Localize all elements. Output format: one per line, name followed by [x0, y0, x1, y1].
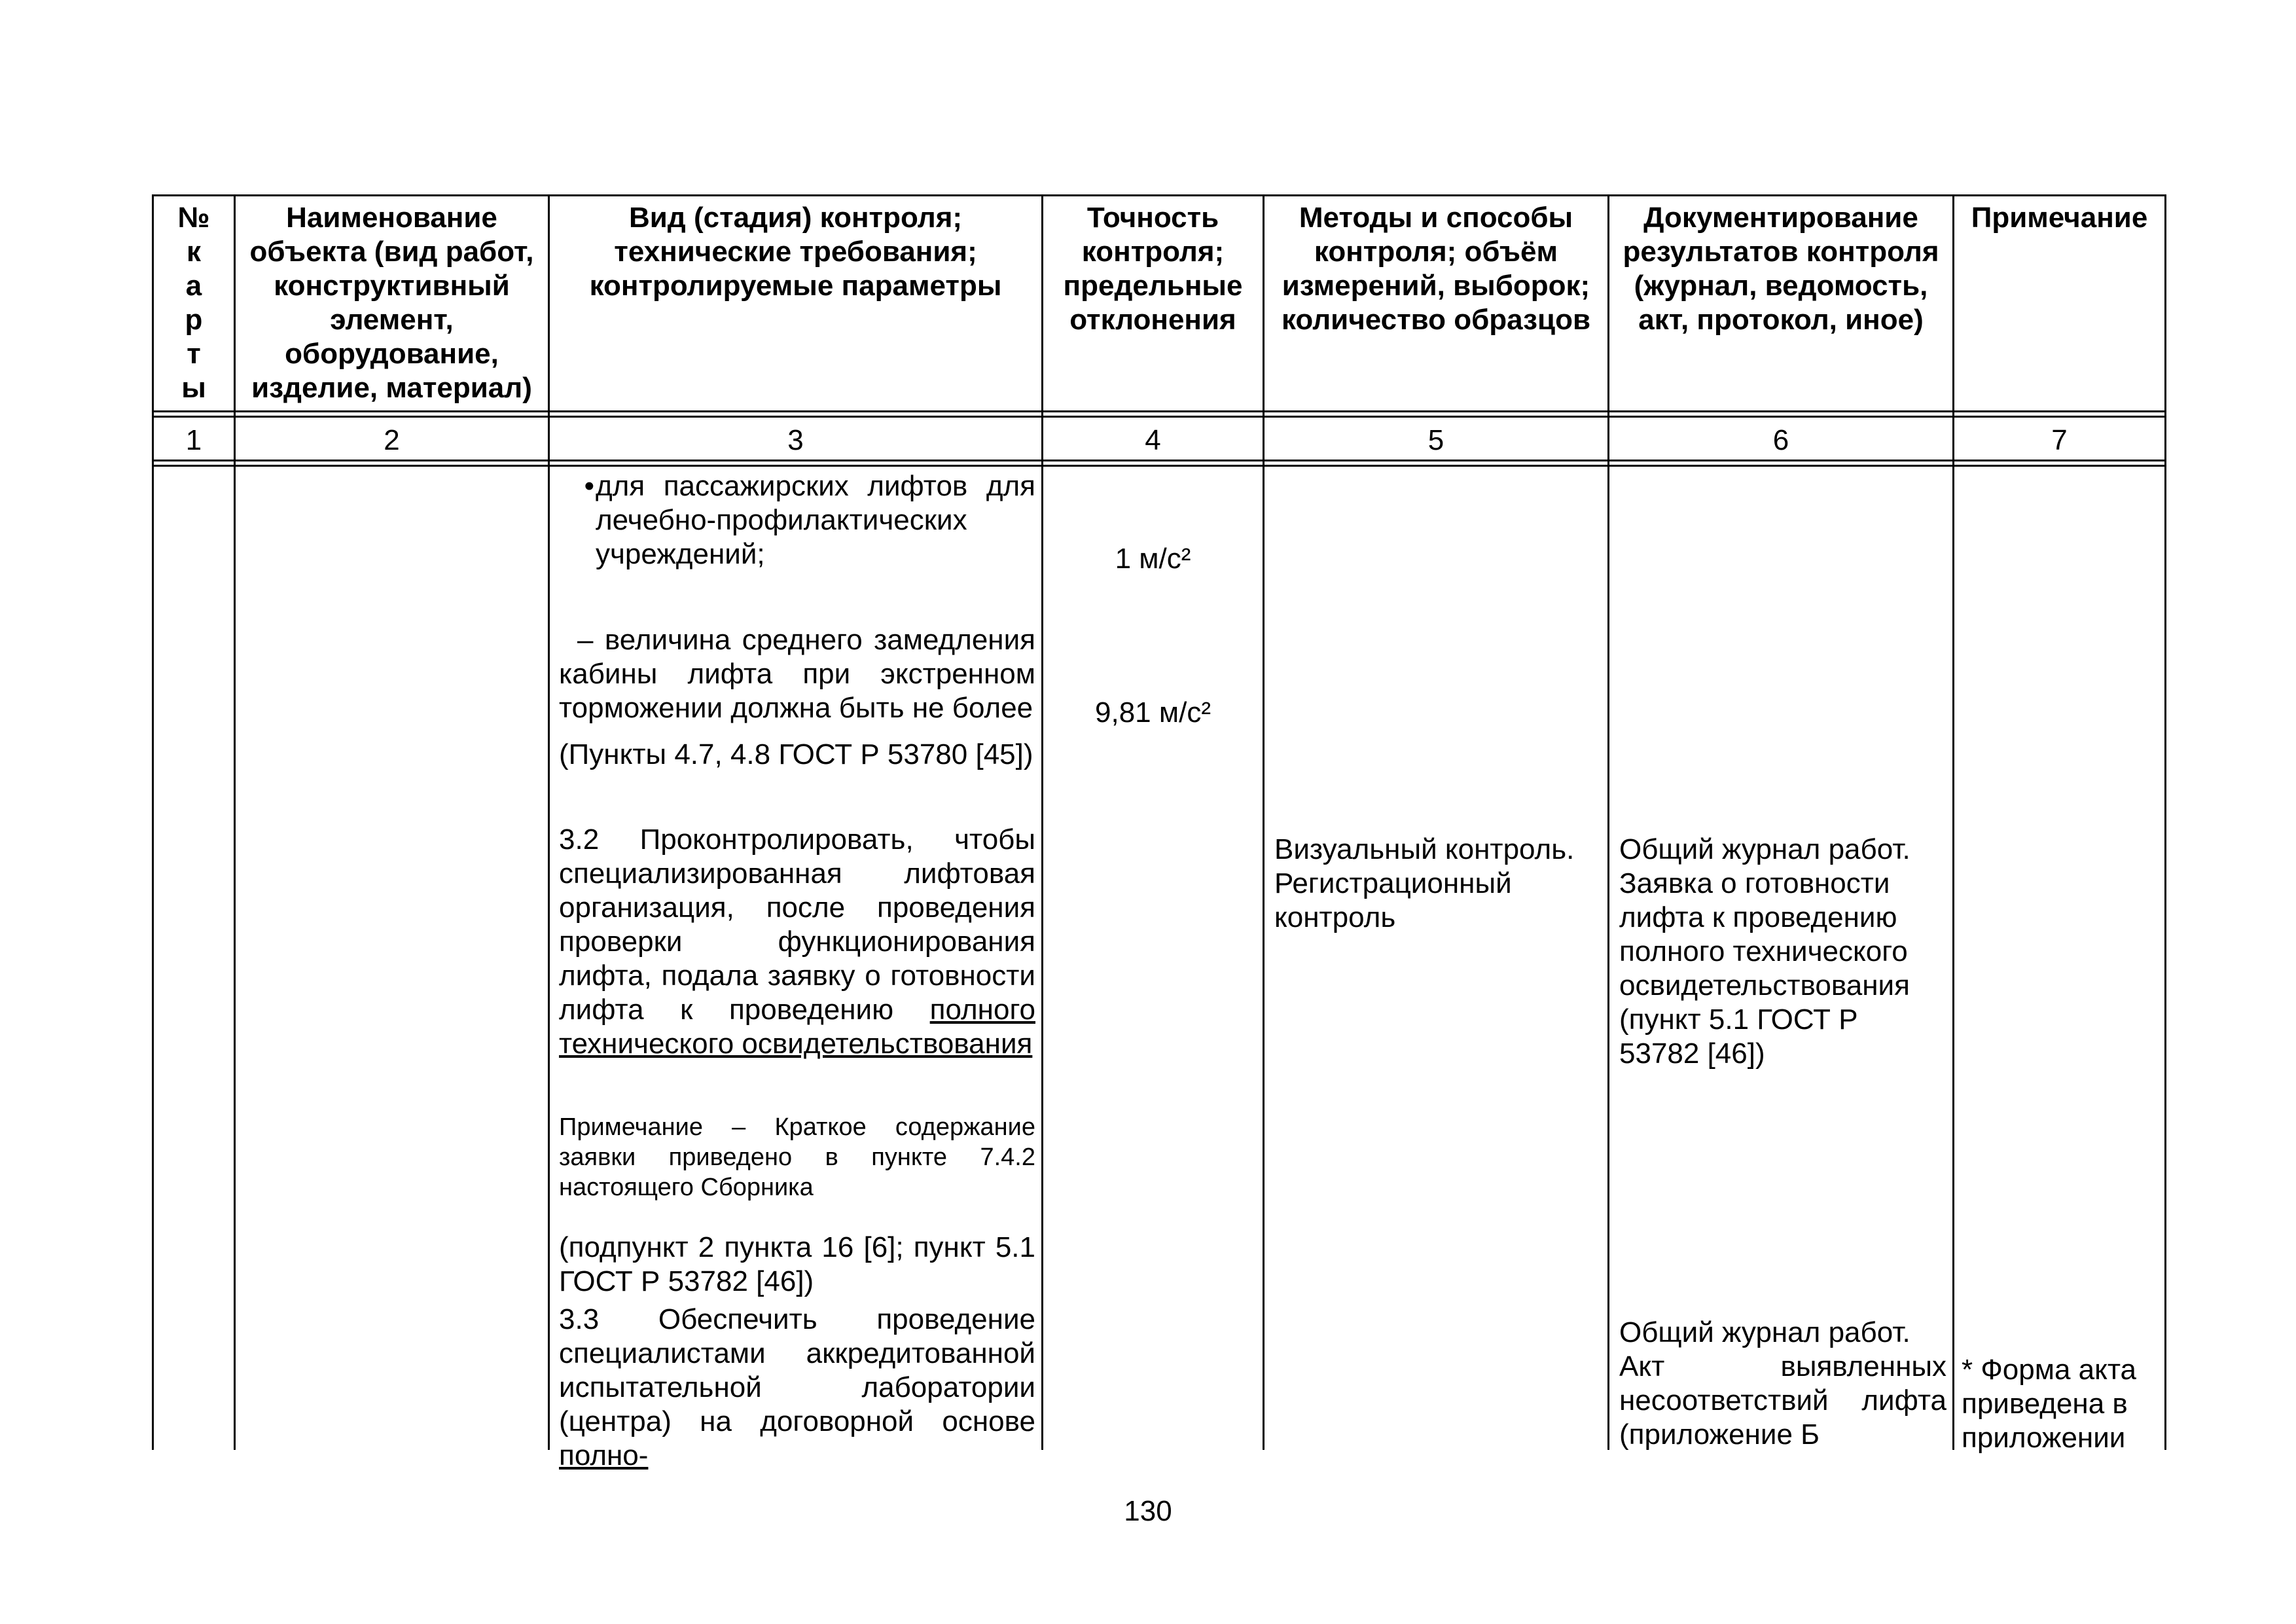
decel-text [559, 623, 1035, 725]
column-number: 2 [384, 424, 400, 456]
column-number: 7 [2051, 424, 2068, 456]
col-border [2164, 194, 2166, 1450]
col-border [1607, 194, 1609, 1450]
column-number: 4 [1145, 424, 1161, 456]
header-col1-text: № к а р т ы [177, 202, 210, 404]
method-2: Регистрационный контроль [1274, 867, 1512, 933]
accuracy-value-1: 1 м/с² [1115, 543, 1191, 575]
header-col5-text: Методы и способы контроля; объём измерений, выборок; количество образцов [1281, 202, 1591, 336]
paragraph-3-3-underlined: полно- [559, 1439, 649, 1471]
column-number: 1 [185, 424, 202, 456]
reference-1-text: (Пункты 4.7, 4.8 ГОСТ Р 53780 [45]) [559, 738, 1033, 770]
bullet-mark: • [584, 470, 594, 502]
paragraph-3-3-text: 3.3 Обеспечить проведение специалистами аккредитованной испытательной лаборатории (центра) на договорной основе [559, 1303, 1035, 1437]
decel-text-content: – величина среднего замедления кабины лифта при экстренном торможении должна быть не более [559, 624, 1035, 724]
header-bottom-border [152, 410, 2166, 412]
accuracy-value-2: 9,81 м/с² [1095, 696, 1211, 729]
header-col6-text: Документирование результатов контроля (журнал, ведомость, акт, протокол, иное) [1623, 202, 1939, 336]
paragraph-3-2-text: 3.2 Проконтролировать, чтобы специализированная лифтовая организация, после проведения проверки функционирования лифта, подала заявку о готовности лифта к проведению [559, 823, 1035, 1026]
page-number: 130 [1124, 1495, 1172, 1527]
header-notes [1954, 201, 2164, 235]
note-1: * Форма акта приведена в приложении [1962, 1354, 2137, 1454]
column-number: 3 [787, 424, 804, 456]
header-col4-text: Точность контроля; предельные отклонения [1063, 202, 1243, 336]
doc-1-title: Общий журнал работ. [1619, 833, 1910, 865]
header-control-type [550, 201, 1041, 303]
header-accuracy [1043, 201, 1263, 337]
reference-2-text: (подпункт 2 пункта 16 [6]; пункт 5.1 ГОСТ Р 53782 [46]) [559, 1231, 1035, 1297]
paragraph-3-2-underlined: полного технического освидетельствования [559, 994, 1035, 1060]
column-number: 6 [1772, 424, 1789, 456]
col-border [1263, 194, 1265, 1450]
col-border [1952, 194, 1954, 1450]
header-bottom-border [152, 416, 2166, 418]
reference-1 [559, 738, 1035, 772]
header-card-number [154, 201, 234, 405]
doc-2-title: Общий журнал работ. [1619, 1316, 1910, 1348]
col-border [548, 194, 550, 1450]
bullet-item [563, 469, 1035, 571]
doc-1-text: Заявка о готовности лифта к проведению полного технического освидетельствования (пункт 5.1 ГОСТ Р 53782 [46]) [1619, 867, 1910, 1070]
header-col7-text: Примечание [1971, 202, 2148, 234]
header-documentation [1609, 201, 1952, 337]
bullet-item-text: для пассажирских лифтов для лечебно-профилактических учреждений; [596, 470, 1035, 570]
header-col2-text: Наименование объекта (вид работ, конструктивный элемент, оборудование, изделие, материал) [249, 202, 534, 404]
numbers-bottom-border [152, 465, 2166, 467]
paragraph-3-3 [559, 1303, 1035, 1473]
column-number: 5 [1427, 424, 1444, 456]
header-col3-text: Вид (стадия) контроля; технические требования; контролируемые параметры [589, 202, 1002, 302]
method-1: Визуальный контроль. [1274, 833, 1575, 865]
control-table [152, 194, 2166, 1471]
note-summary [559, 1112, 1035, 1202]
reference-2 [559, 1231, 1035, 1299]
col-border [1041, 194, 1043, 1450]
numbers-bottom-border [152, 460, 2166, 461]
doc-2-text: Акт выявленных несоответствий лифта (приложение Б [1619, 1350, 1946, 1451]
table-top-border [152, 194, 2166, 196]
note-summary-text: Примечание – Краткое содержание заявки приведено в пункте 7.4.2 настоящего Сборника [559, 1113, 1035, 1201]
paragraph-3-2 [559, 823, 1035, 1061]
header-methods [1265, 201, 1607, 337]
header-object-name [236, 201, 548, 405]
